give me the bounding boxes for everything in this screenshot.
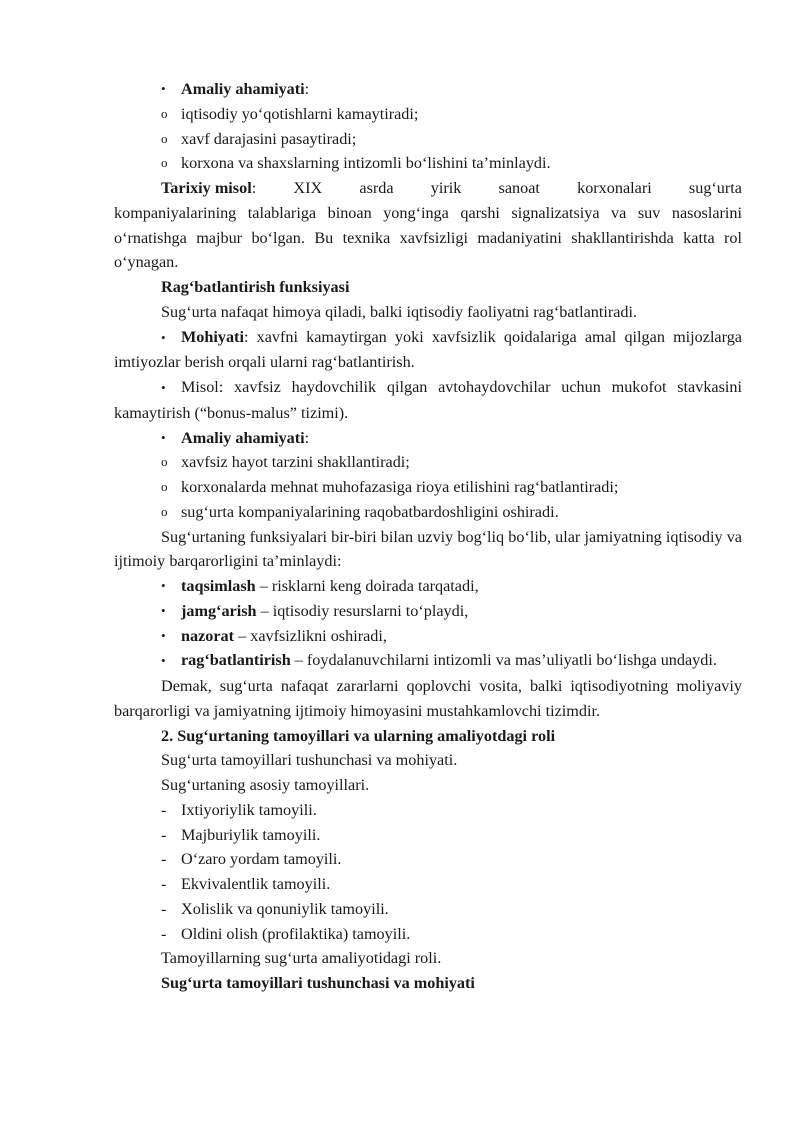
bullet-item — [114, 574, 742, 599]
sub-marker: o — [161, 503, 168, 519]
section-line: Tamoyillarning sug‘urta amaliyotidagi roli. — [161, 949, 442, 968]
section-2-heading: 2. Sug‘urtaning tamoyillari va ularning amaliyotdagi roli — [161, 726, 556, 745]
conclusion-paragraph: Demak, sug‘urta nafaqat zararlarni qoplovchi vosita, balki iqtisodiyotning moliyaviy barqarorligi va jamiyatning ijtimoiy himoyasini mustahkamlovchi tizimdir. — [114, 677, 742, 720]
sub-marker: o — [161, 479, 168, 494]
dash-item-text: Majburiylik tamoyili. — [181, 825, 321, 844]
dash-item — [114, 922, 742, 947]
bullet-marker: • — [161, 602, 166, 618]
dash-item — [114, 798, 742, 823]
sub-item-text: xavfsiz hayot tarzini shakllantiradi; — [181, 453, 410, 472]
misol-text: Misol: xavfsiz haydovchilik qilgan avtohaydovchilar uchun mukofot stavkasini kamaytirish (“bonus-malus” tizimi). — [114, 378, 742, 422]
function-text: – foydalanuvchilarni intizomli va mas’uliyatli bo‘lishga undaydi. — [290, 651, 717, 670]
bullet-paragraph — [114, 648, 742, 674]
sub-item-text: korxonalarda mehnat muhofazasiga rioya etilishini rag‘batlantiradi; — [181, 478, 619, 496]
document-page — [114, 77, 742, 996]
amaliy-ahamiyati-label: Amaliy ahamiyati — [181, 428, 305, 447]
rag-intro: Sug‘urta nafaqat himoya qiladi, balki iqtisodiy faoliyatni rag‘batlantiradi. — [161, 302, 638, 321]
section-line: Sug‘urta tamoyillari tushunchasi va mohiyati. — [161, 751, 458, 770]
bullet-item — [114, 77, 742, 102]
mohiyati-paragraph — [114, 325, 742, 376]
colon: : — [251, 179, 257, 197]
function-name: taqsimlash — [181, 577, 256, 595]
sub-item — [114, 102, 742, 127]
bullet-item — [114, 426, 742, 451]
sub-item — [114, 151, 742, 176]
dash-item — [114, 897, 742, 922]
section-line: Sug‘urtaning asosiy tamoyillari. — [161, 776, 370, 794]
tarixiy-misol-first-line — [114, 176, 742, 201]
dash-item-text: Xolislik va qonuniylik tamoyili. — [181, 899, 389, 918]
function-name: jamg‘arish — [181, 601, 257, 620]
function-text: – risklarni keng doirada tarqatadi, — [255, 577, 479, 595]
colon: : — [304, 428, 310, 447]
bullet-marker: • — [161, 429, 166, 445]
section-subheading: Sug‘urta tamoyillari tushunchasi va mohiyati — [161, 974, 475, 992]
word: korxonalari — [577, 179, 652, 197]
sub-marker: o — [161, 130, 168, 146]
misol-paragraph — [114, 375, 742, 426]
dash-item — [114, 847, 742, 872]
sub-marker: o — [161, 454, 168, 470]
dash-marker: - — [161, 825, 167, 844]
dash-item — [114, 872, 742, 897]
sub-item — [114, 450, 742, 475]
function-name: nazorat — [181, 626, 235, 645]
sub-item-text: sug‘urta kompaniyalarining raqobatbardoshligini oshiradi. — [181, 502, 559, 521]
word: asrda — [359, 179, 394, 197]
dash-marker: - — [161, 850, 167, 869]
bullet-marker: • — [161, 578, 166, 593]
tarixiy-misol-label: Tarixiy misol — [161, 179, 252, 197]
colon: : — [304, 80, 310, 98]
word: XIX — [293, 179, 323, 197]
word: sanoat — [498, 179, 540, 197]
function-text: – iqtisodiy resurslarni to‘playdi, — [256, 601, 469, 620]
dash-marker: - — [161, 875, 167, 893]
bullet-marker: • — [161, 380, 166, 395]
sub-item — [114, 500, 742, 525]
dash-item-text: Ixtiyoriylik tamoyili. — [181, 800, 317, 819]
dash-marker: - — [161, 800, 167, 819]
bullet-item — [114, 599, 742, 624]
word: sug‘urta — [688, 179, 742, 197]
sub-item-text: iqtisodiy yo‘qotishlarni kamaytiradi; — [181, 104, 419, 123]
bullet-marker: • — [161, 653, 166, 669]
function-name: rag‘batlantirish — [181, 651, 291, 670]
sub-item-text: korxona va shaxslarning intizomli bo‘lishini ta’minlaydi. — [181, 154, 551, 173]
mohiyati-text: : xavfni kamaytirgan yoki xavfsizlik qoidalariga amal qilgan mijozlarga imtiyozlar berish orqali ularni rag‘batlantirish. — [114, 327, 742, 372]
sub-item-text: xavf darajasini pasaytiradi; — [181, 129, 357, 148]
dash-marker: - — [161, 899, 167, 918]
bullet-marker: • — [161, 81, 166, 96]
bullet-item — [114, 624, 742, 649]
funksiyalar-intro: Sug‘urtaning funksiyalari bir-biri bilan uzviy bog‘liq bo‘lib, ular jamiyatning iqtisodiy va ijtimoiy barqarorligini ta’minlaydi: — [114, 527, 742, 571]
sub-marker: o — [161, 155, 168, 171]
amaliy-ahamiyati-label: Amaliy ahamiyati — [181, 80, 305, 98]
sub-marker: o — [161, 105, 168, 121]
dash-marker: - — [161, 924, 167, 943]
tarixiy-misol-body: kompaniyalarining talablariga binoan yong‘inga qarshi signalizatsiya va suv nasoslarini o‘rnatishga majbur bo‘lgan. Bu texnika xavfsizligi madaniyatini shakllantirishda katta rol o‘ynagan. — [114, 203, 742, 272]
mohiyati-label: Mohiyati — [181, 327, 244, 346]
bullet-marker: • — [161, 329, 166, 345]
dash-item-text: Oldini olish (profilaktika) tamoyili. — [181, 924, 411, 943]
word: yirik — [430, 179, 462, 197]
dash-item — [114, 823, 742, 848]
function-text: – xavfsizlikni oshiradi, — [234, 626, 387, 645]
dash-item-text: O‘zaro yordam tamoyili. — [181, 850, 342, 869]
sub-item — [114, 475, 742, 500]
dash-item-text: Ekvivalentlik tamoyili. — [181, 875, 331, 893]
rag-heading: Rag‘batlantirish funksiyasi — [161, 278, 350, 296]
bullet-marker: • — [161, 627, 166, 643]
sub-item — [114, 127, 742, 152]
